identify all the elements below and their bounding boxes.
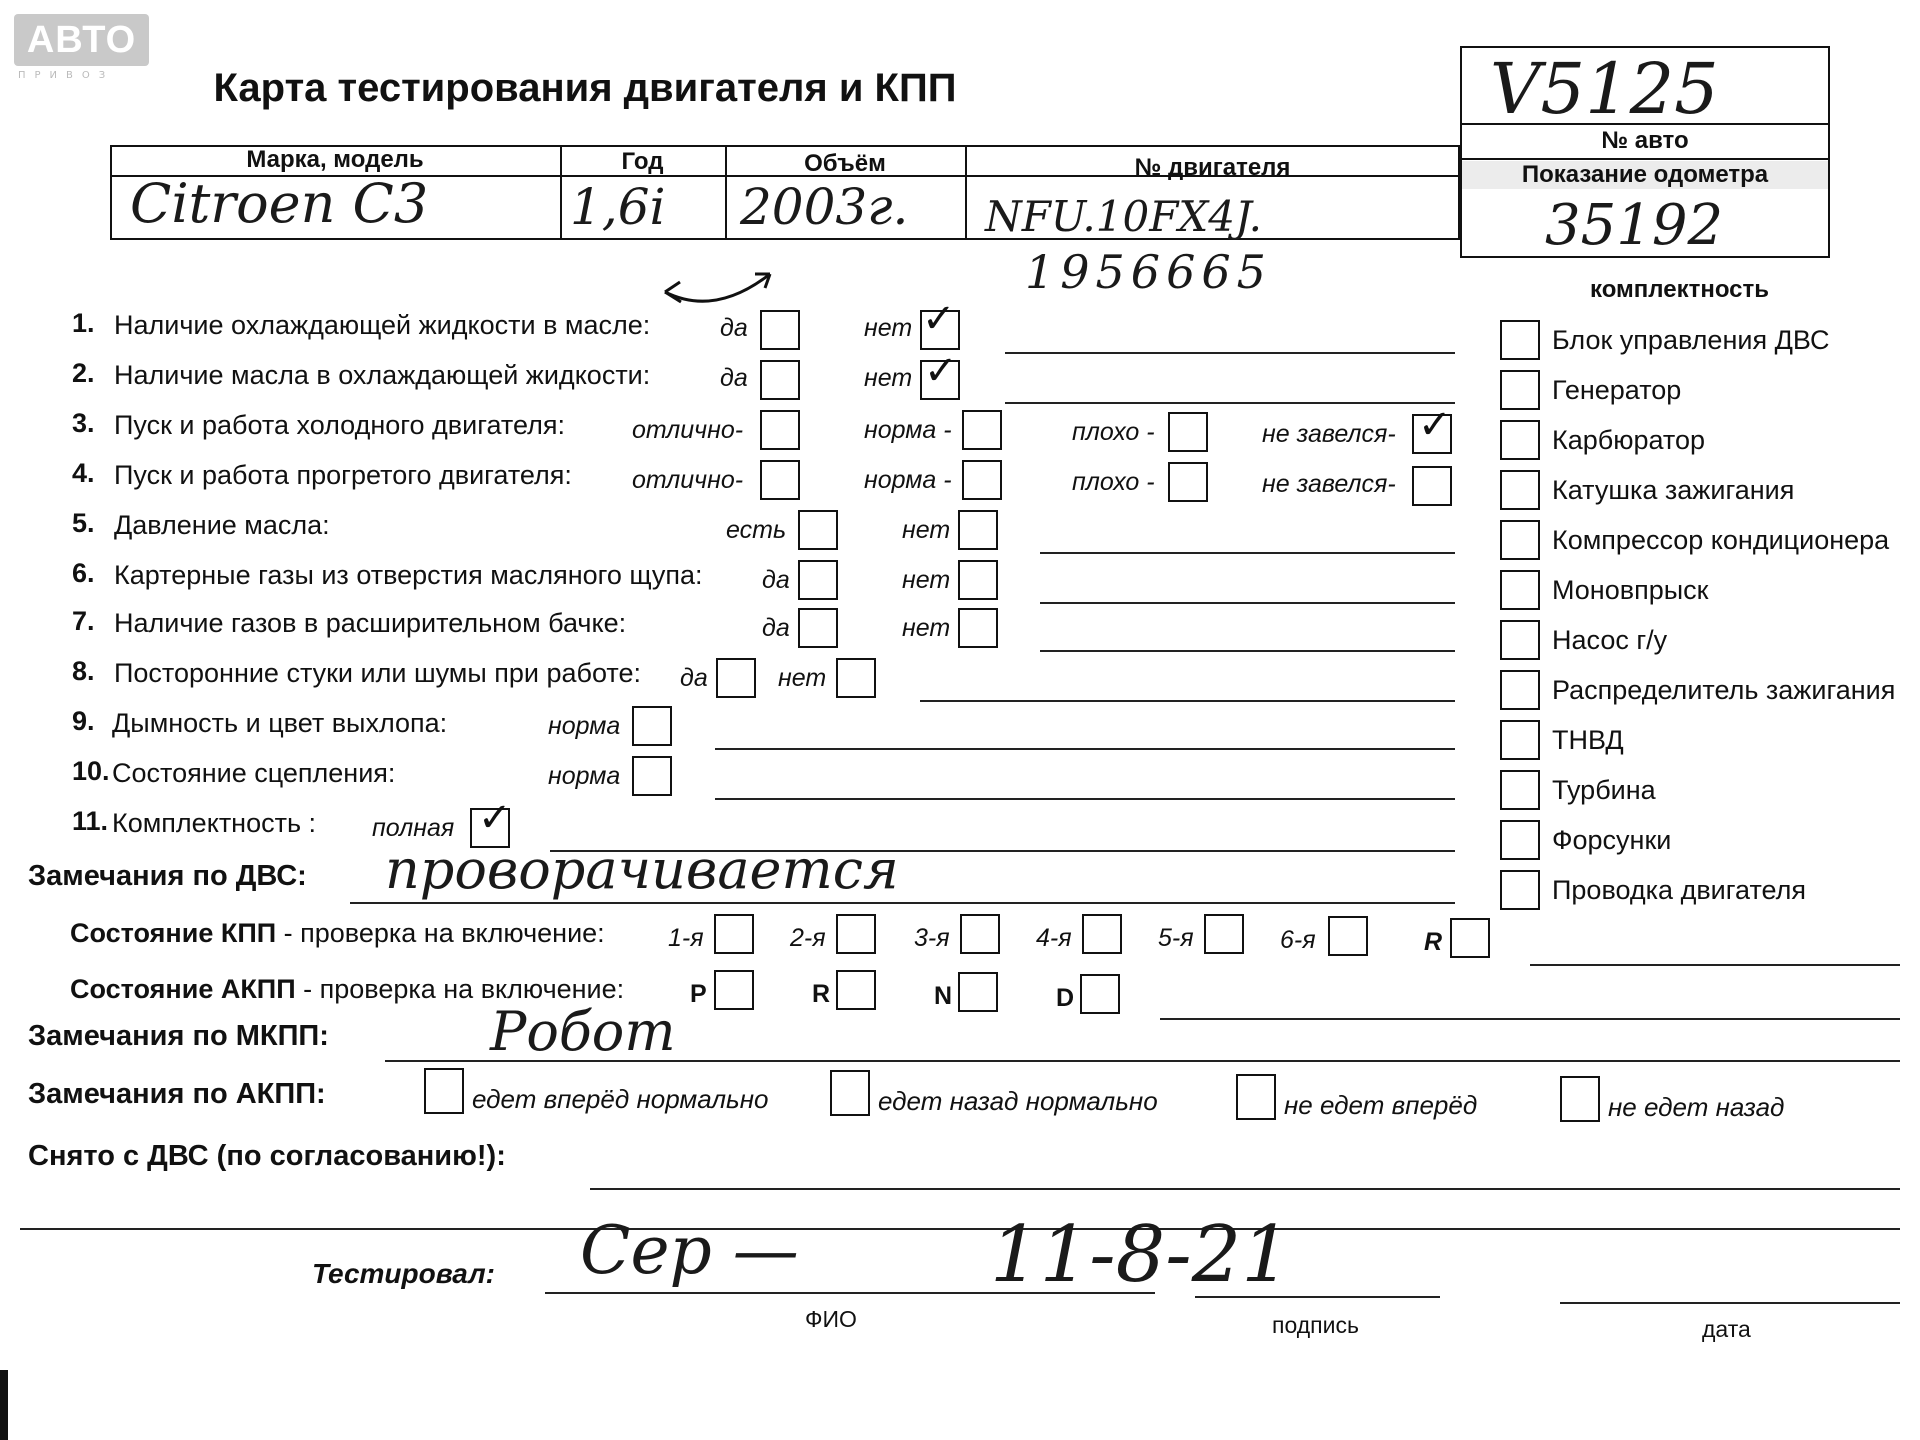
col-make-label: Марка, модель xyxy=(246,146,424,173)
item-label: Пуск и работа холодного двигателя: xyxy=(114,410,565,440)
checkmark-icon: ✓ xyxy=(922,296,956,342)
checkbox-excellent[interactable] xyxy=(760,460,800,500)
gear-checkbox[interactable] xyxy=(1450,918,1490,958)
checkbox-no[interactable] xyxy=(958,510,998,550)
option-bad-label: плохо - xyxy=(1072,468,1155,496)
checkbox-present[interactable] xyxy=(798,510,838,550)
akpp-option-label: не едет назад xyxy=(1608,1092,1785,1122)
logo: АВТО xyxy=(14,14,149,66)
gear-label: 3-я xyxy=(914,924,950,952)
option-no-label: нет xyxy=(864,314,913,342)
gear-label: 6-я xyxy=(1280,926,1316,954)
gear-label: 5-я xyxy=(1158,924,1194,952)
note-line[interactable] xyxy=(1040,650,1455,652)
gear-label: 4-я xyxy=(1036,924,1072,952)
option-present-label: есть xyxy=(726,516,787,544)
fio-line[interactable] xyxy=(545,1292,1155,1294)
item-number: 3. xyxy=(72,408,95,438)
item-label: Картерные газы из отверстия масляного щупа: xyxy=(114,560,703,590)
gear-checkbox[interactable] xyxy=(1080,974,1120,1014)
remarks-mkpp-value: Робот xyxy=(490,1000,676,1063)
checkmark-icon: ✓ xyxy=(924,348,958,394)
gear-label: R xyxy=(812,980,831,1008)
item-number: 11. xyxy=(72,806,109,836)
akpp-label: Состояние АКПП - проверка на включение: xyxy=(70,974,625,1004)
auto-number-value: V5125 xyxy=(1490,48,1719,130)
gear-label: D xyxy=(1056,984,1075,1012)
note-line[interactable] xyxy=(715,748,1455,750)
checkbox-no[interactable] xyxy=(958,608,998,648)
note-line[interactable] xyxy=(715,798,1455,800)
fio-caption: ФИО xyxy=(805,1306,857,1332)
option-no-label: нет xyxy=(902,516,951,544)
akpp-option-checkbox[interactable] xyxy=(1236,1074,1276,1120)
signature-caption: подпись xyxy=(1272,1312,1359,1338)
item-number: 7. xyxy=(72,606,95,636)
option-excellent-label: отлично- xyxy=(632,416,744,444)
item-number: 9. xyxy=(72,706,95,736)
akpp-option-label: едет вперёд нормально xyxy=(472,1084,769,1114)
remarks-mkpp-line[interactable] xyxy=(385,1060,1900,1062)
checkbox-not-started[interactable] xyxy=(1412,466,1452,506)
option-normal-label: норма - xyxy=(864,466,952,494)
akpp-option-checkbox[interactable] xyxy=(830,1070,870,1116)
gear-label: 1-я xyxy=(668,924,704,952)
tested-date-value: 11-8-21 xyxy=(990,1210,1291,1300)
checkbox-yes[interactable] xyxy=(716,658,756,698)
checkbox-bad[interactable] xyxy=(1168,412,1208,452)
item-label: Дымность и цвет выхлопа: xyxy=(112,708,448,738)
checkbox-excellent[interactable] xyxy=(760,410,800,450)
item-number: 10. xyxy=(72,756,110,786)
checkbox-no[interactable] xyxy=(836,658,876,698)
arrow-doodle xyxy=(655,262,785,317)
tested-label: Тестировал: xyxy=(312,1258,495,1289)
item-label: Комплектность : xyxy=(112,808,317,838)
removed-line[interactable] xyxy=(590,1188,1900,1190)
option-normal-label: норма xyxy=(548,712,621,740)
akpp-note-line[interactable] xyxy=(1160,1018,1900,1020)
item-number: 1. xyxy=(72,308,95,338)
option-not-started-label: не завелся- xyxy=(1262,420,1396,448)
tested-name-value: Сер — xyxy=(580,1212,799,1289)
option-no-label: нет xyxy=(778,664,827,692)
checkbox-no[interactable] xyxy=(958,560,998,600)
col-auto-label: № авто xyxy=(1601,127,1689,154)
note-line[interactable] xyxy=(1040,552,1455,554)
date-line[interactable] xyxy=(1560,1302,1900,1304)
gear-label: 2-я xyxy=(790,924,826,952)
remarks-ice-label: Замечания по ДВС: xyxy=(28,860,307,892)
item-label: Наличие охлаждающей жидкости в масле: xyxy=(114,310,651,340)
engine-value-2: 1956665 xyxy=(1025,245,1272,299)
option-yes-label: да xyxy=(720,364,748,392)
item-number: 5. xyxy=(72,508,95,538)
option-yes-label: да xyxy=(762,614,790,642)
item-number: 4. xyxy=(72,458,95,488)
gear-checkbox[interactable] xyxy=(958,972,998,1012)
remarks-ice-value: проворачивается xyxy=(385,838,899,901)
item-label: Состояние сцепления: xyxy=(112,758,396,788)
engine-value: NFU.10FX4J. xyxy=(985,192,1262,241)
gear-checkbox[interactable] xyxy=(1082,914,1122,954)
gear-label: P xyxy=(690,980,707,1008)
remarks-akpp-label: Замечания по АКПП: xyxy=(28,1078,326,1110)
item-label: Посторонние стуки или шумы при работе: xyxy=(114,658,641,688)
col-engine-label: № двигателя xyxy=(1134,154,1291,181)
checkbox-yes[interactable] xyxy=(760,310,800,350)
akpp-option-label: едет назад нормально xyxy=(878,1086,1158,1116)
make-value: Citroen C3 xyxy=(130,172,429,235)
scan-edge xyxy=(0,1370,8,1440)
removed-label: Снято с ДВС (по согласованию!): xyxy=(28,1140,506,1172)
kpp-label: Состояние КПП - проверка на включение: xyxy=(70,918,605,948)
signature-line[interactable] xyxy=(1195,1296,1440,1298)
note-line[interactable] xyxy=(1005,402,1455,404)
option-yes-label: да xyxy=(720,314,748,342)
option-bad-label: плохо - xyxy=(1072,418,1155,446)
volume-value: 2003г. xyxy=(740,178,909,236)
gear-label: R xyxy=(1424,928,1443,956)
option-yes-label: да xyxy=(680,664,708,692)
option-normal-label: норма xyxy=(548,762,621,790)
note-line[interactable] xyxy=(1005,352,1455,354)
checkbox-yes[interactable] xyxy=(798,560,838,600)
gear-checkbox[interactable] xyxy=(836,970,876,1010)
option-no-label: нет xyxy=(902,566,951,594)
item-label: Наличие газов в расширительном бачке: xyxy=(114,608,627,638)
gear-checkbox[interactable] xyxy=(1204,914,1244,954)
item-number: 8. xyxy=(72,656,95,686)
option-yes-label: да xyxy=(762,566,790,594)
checkbox-bad[interactable] xyxy=(1168,462,1208,502)
checkbox-normal[interactable] xyxy=(632,706,672,746)
col-volume-label: Объём xyxy=(804,150,886,177)
option-full-label: полная xyxy=(372,814,455,842)
item-label: Пуск и работа прогретого двигателя: xyxy=(114,460,572,490)
akpp-option-checkbox[interactable] xyxy=(1560,1076,1600,1122)
page-title: Карта тестирования двигателя и КПП xyxy=(213,66,957,110)
checkbox-normal[interactable] xyxy=(632,756,672,796)
col-odometer-label: Показание одометра xyxy=(1462,161,1828,189)
removed-line-2[interactable] xyxy=(20,1228,1900,1230)
year-value: 1,6i xyxy=(570,178,666,236)
checkbox-normal[interactable] xyxy=(962,460,1002,500)
completeness-title: комплектность xyxy=(1590,276,1770,303)
gear-checkbox[interactable] xyxy=(1328,916,1368,956)
gear-checkbox[interactable] xyxy=(836,914,876,954)
item-number: 6. xyxy=(72,558,95,588)
date-caption: дата xyxy=(1702,1316,1751,1342)
item-label: Наличие масла в охлаждающей жидкости: xyxy=(114,360,651,390)
gear-checkbox[interactable] xyxy=(714,970,754,1010)
note-line[interactable] xyxy=(920,700,1455,702)
option-no-label: нет xyxy=(902,614,951,642)
remarks-mkpp-label: Замечания по МКПП: xyxy=(28,1020,329,1052)
item-label: Давление масла: xyxy=(114,510,330,540)
note-line[interactable] xyxy=(1040,602,1455,604)
checkbox-yes[interactable] xyxy=(760,360,800,400)
gear-checkbox[interactable] xyxy=(714,914,754,954)
logo-subtitle: ПРИВОЗ xyxy=(18,70,115,81)
option-excellent-label: отлично- xyxy=(632,466,744,494)
odometer-value: 35192 xyxy=(1545,193,1724,258)
checkmark-icon: ✓ xyxy=(1418,402,1452,448)
kpp-note-line[interactable] xyxy=(1530,964,1900,966)
option-no-label: нет xyxy=(864,364,913,392)
checkbox-yes[interactable] xyxy=(798,608,838,648)
option-normal-label: норма - xyxy=(864,416,952,444)
gear-label: N xyxy=(934,982,953,1010)
remarks-ice-line[interactable] xyxy=(350,902,1455,904)
akpp-option-label: не едет вперёд xyxy=(1284,1090,1478,1120)
checkmark-icon: ✓ xyxy=(478,795,512,841)
col-year-label: Год xyxy=(621,148,664,175)
item-number: 2. xyxy=(72,358,95,388)
akpp-option-checkbox[interactable] xyxy=(424,1068,464,1114)
option-not-started-label: не завелся- xyxy=(1262,470,1396,498)
checkbox-normal[interactable] xyxy=(962,410,1002,450)
gear-checkbox[interactable] xyxy=(960,914,1000,954)
